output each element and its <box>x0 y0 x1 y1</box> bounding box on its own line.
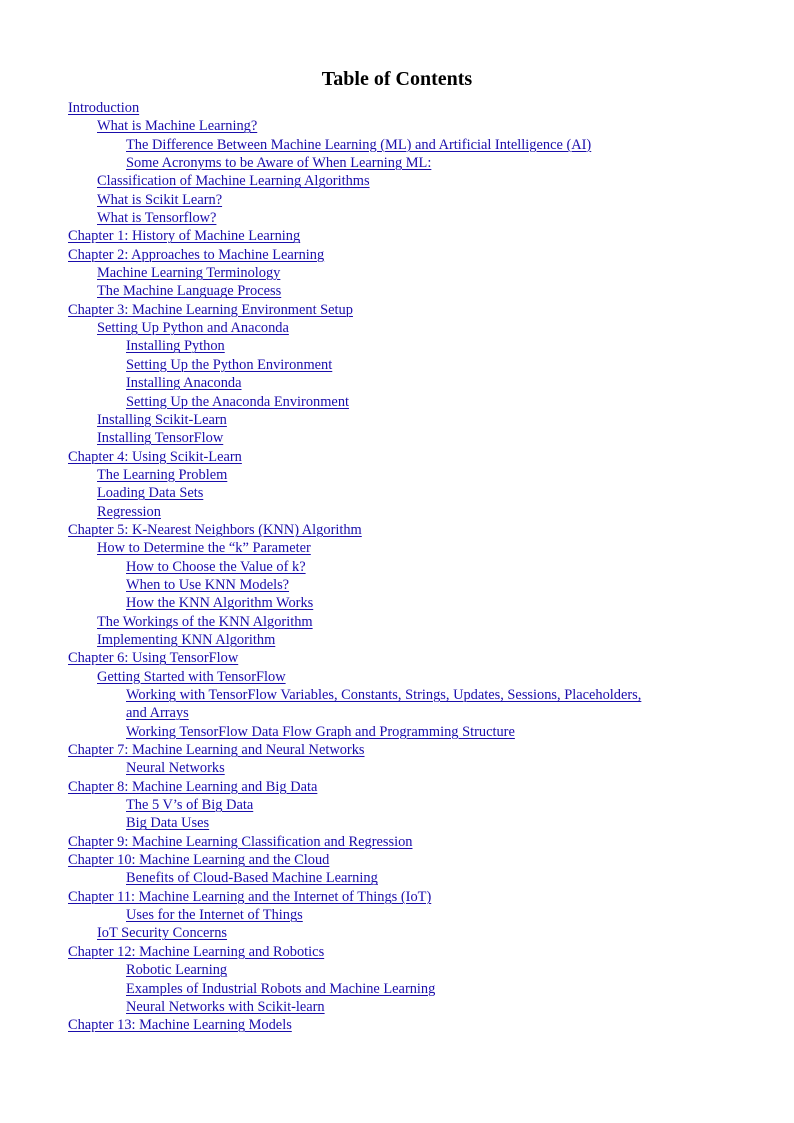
toc-entry-level-3[interactable]: Working with TensorFlow Variables, Constants, Strings, Updates, Sessions, Placeholders, <box>126 687 642 703</box>
toc-entry-level-3[interactable]: Working TensorFlow Data Flow Graph and Programming Structure <box>126 723 515 740</box>
toc-entry-level-1[interactable]: Chapter 13: Machine Learning Models <box>68 1017 292 1034</box>
toc-entry-level-3[interactable]: Installing Python <box>126 338 225 355</box>
toc-entry-level-2[interactable]: What is Machine Learning? <box>97 118 258 135</box>
toc-entry-level-3[interactable]: The 5 V’s of Big Data <box>126 797 254 814</box>
toc-entry-level-2[interactable]: Setting Up Python and Anaconda <box>97 320 289 337</box>
toc-entry-level-3[interactable]: Setting Up the Anaconda Environment <box>126 393 350 410</box>
toc-entry-level-3[interactable]: When to Use KNN Models? <box>126 576 290 593</box>
toc-entry-level-3[interactable]: Setting Up the Python Environment <box>126 356 333 373</box>
toc-entry-level-2[interactable]: Installing TensorFlow <box>97 430 224 447</box>
toc-entry-level-1[interactable]: Chapter 6: Using TensorFlow <box>68 650 239 667</box>
toc-entry-level-1[interactable]: Chapter 10: Machine Learning and the Cloud <box>68 852 330 869</box>
toc-list <box>0 99 794 1035</box>
toc-entry-level-2[interactable]: Installing Scikit-Learn <box>97 411 227 428</box>
toc-entry-level-3[interactable]: Big Data Uses <box>126 815 210 832</box>
toc-entry-level-1[interactable]: Chapter 7: Machine Learning and Neural Networks <box>68 742 365 759</box>
toc-entry-level-3[interactable]: Uses for the Internet of Things <box>126 907 303 924</box>
toc-entry-level-1[interactable]: Chapter 8: Machine Learning and Big Data <box>68 778 318 795</box>
toc-entry-level-3[interactable]: How the KNN Algorithm Works <box>126 595 314 612</box>
toc-entry-level-1[interactable]: Chapter 12: Machine Learning and Robotics <box>68 943 325 960</box>
toc-entry-level-2[interactable]: The Learning Problem <box>97 466 228 483</box>
toc-entry-level-1[interactable]: Chapter 3: Machine Learning Environment Setup <box>68 301 353 318</box>
toc-entry-level-1[interactable]: Chapter 9: Machine Learning Classification and Regression <box>68 833 413 850</box>
toc-entry-level-1[interactable]: Introduction <box>68 100 140 116</box>
toc-entry-level-3[interactable]: The Difference Between Machine Learning (ML) and Artificial Intelligence (AI) <box>126 136 592 153</box>
toc-entry-level-3[interactable]: Neural Networks with Scikit-learn <box>126 998 325 1015</box>
toc-entry-level-2[interactable]: The Workings of the KNN Algorithm <box>97 613 313 630</box>
toc-entry-level-1[interactable]: Chapter 11: Machine Learning and the Internet of Things (IoT) <box>68 888 432 905</box>
toc-entry-level-1[interactable]: Chapter 4: Using Scikit-Learn <box>68 448 242 465</box>
page-title: Table of Contents <box>321 68 473 90</box>
toc-entry-level-2[interactable]: Getting Started with TensorFlow <box>97 668 286 685</box>
toc-entry-level-2[interactable]: Machine Learning Terminology <box>97 265 281 282</box>
toc-entry-level-1[interactable]: Chapter 2: Approaches to Machine Learning <box>68 246 325 263</box>
toc-entry-level-3[interactable]: and Arrays <box>126 705 189 722</box>
toc-entry-level-2[interactable]: Implementing KNN Algorithm <box>97 631 276 648</box>
toc-entry-level-3[interactable]: Benefits of Cloud-Based Machine Learning <box>126 870 378 887</box>
toc-entry-level-3[interactable]: Installing Anaconda <box>126 375 242 392</box>
toc-entry-level-3[interactable]: Some Acronyms to be Aware of When Learning ML: <box>126 155 432 172</box>
toc-entry-level-2[interactable]: Regression <box>97 503 161 520</box>
toc-entry-level-1[interactable]: Chapter 5: K-Nearest Neighbors (KNN) Algorithm <box>68 521 362 538</box>
toc-entry-level-3[interactable]: Neural Networks <box>126 760 225 777</box>
toc-entry-level-2[interactable]: Loading Data Sets <box>97 485 204 502</box>
toc-entry-level-2[interactable]: What is Tensorflow? <box>97 210 217 227</box>
toc-entry-level-1[interactable]: Chapter 1: History of Machine Learning <box>68 228 301 245</box>
toc-entry-level-2[interactable]: What is Scikit Learn? <box>97 191 223 208</box>
toc-entry-level-3[interactable]: Robotic Learning <box>126 962 228 979</box>
toc-entry-level-2[interactable]: How to Determine the “k” Parameter <box>97 540 311 557</box>
toc-entry-level-3[interactable]: How to Choose the Value of k? <box>126 558 306 575</box>
toc-entry-level-2[interactable]: IoT Security Concerns <box>97 925 228 942</box>
toc-entry-level-2[interactable]: Classification of Machine Learning Algorithms <box>97 173 370 190</box>
toc-entry-level-2[interactable]: The Machine Language Process <box>97 283 282 300</box>
toc-entry-level-3[interactable]: Examples of Industrial Robots and Machine Learning <box>126 980 436 997</box>
